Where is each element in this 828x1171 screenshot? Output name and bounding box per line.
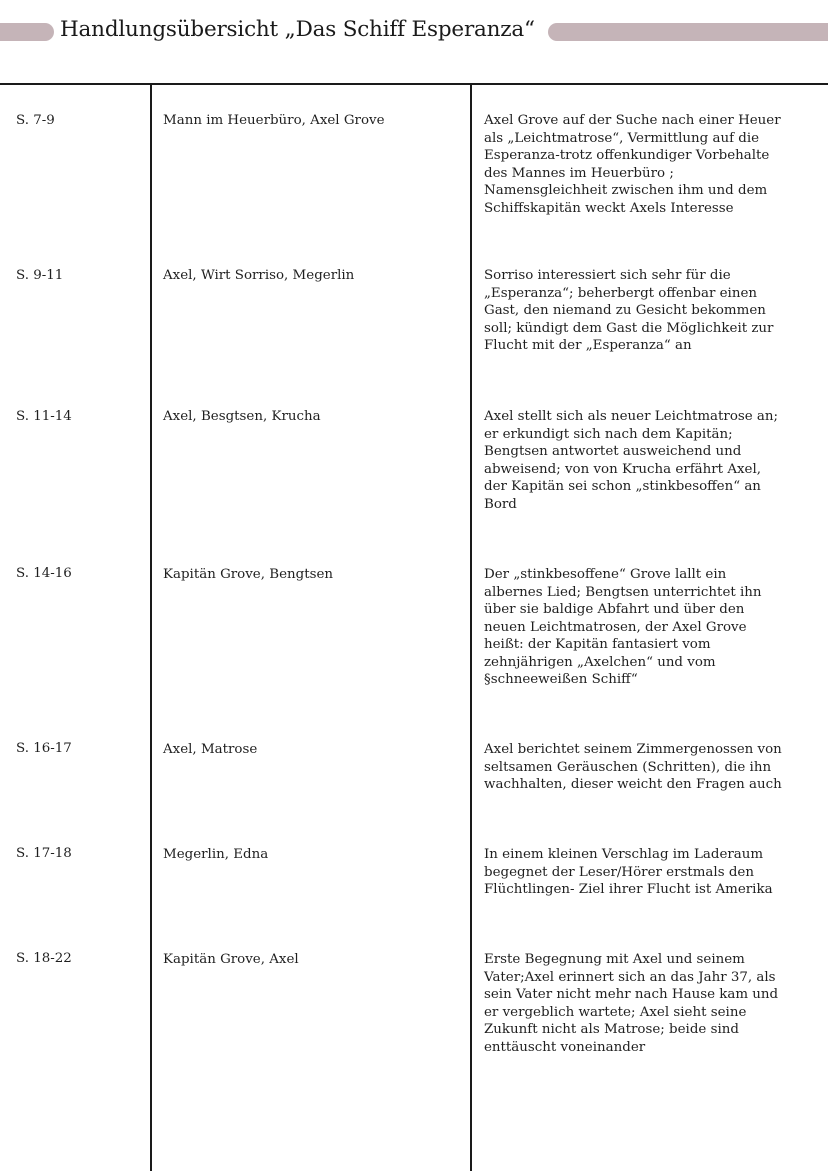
characters: Mann im Heuerbüro, Axel Grove	[163, 113, 385, 128]
page-range: S. 18-22	[16, 951, 72, 966]
column-divider-2	[470, 84, 472, 1171]
characters: Megerlin, Edna	[163, 847, 269, 862]
table-top-rule	[0, 83, 828, 85]
page-title: Handlungsübersicht „Das Schiff Esperanza“	[60, 17, 535, 42]
column-divider-1	[150, 84, 152, 1171]
page-range: S. 14-16	[16, 566, 72, 581]
characters: Axel, Besgtsen, Krucha	[163, 409, 321, 424]
summary: Axel stellt sich als neuer Leichtmatrose an; er erkundigt sich nach dem Kapitän; Bengtsen antwortet ausweichend und abweisend; von von Krucha erfährt Axel, der Kapitän sei schon „stinkbesoffen“ an Bord	[484, 409, 779, 512]
characters: Kapitän Grove, Axel	[163, 952, 299, 967]
summary: Erste Begegnung mit Axel und seinem Vater;Axel erinnert sich an das Jahr 37, als sein Vater nicht mehr nach Hause kam und er vergeblich wartete; Axel sieht seine Zukunft nicht als Matrose; beide sind enttäuscht voneinander	[484, 952, 779, 1055]
characters: Axel, Matrose	[163, 742, 258, 757]
header-accent-bar-left	[0, 23, 54, 41]
summary: Sorriso interessiert sich sehr für die „Esperanza“; beherbergt offenbar einen Gast, den niemand zu Gesicht bekommen soll; kündigt dem Gast die Möglichkeit zur Flucht mit der „Esperanza“ an	[484, 268, 774, 353]
characters: Kapitän Grove, Bengtsen	[163, 567, 334, 582]
summary: Axel berichtet seinem Zimmergenossen von seltsamen Geräuschen (Schritten), die ihn wachhalten, dieser weicht den Fragen auch	[484, 742, 782, 792]
summary: Axel Grove auf der Suche nach einer Heuer als „Leichtmatrose“, Vermittlung auf die Esperanza-trotz offenkundiger Vorbehalte des Mannes im Heuerbüro ; Namensgleichheit zwischen ihm und dem Schiffskapitän weckt Axels Interesse	[484, 113, 781, 216]
summary: In einem kleinen Verschlag im Laderaum begegnet der Leser/Hörer erstmals den Flüchtlingen- Ziel ihrer Flucht ist Amerika	[484, 847, 773, 897]
page-range: S. 16-17	[16, 741, 72, 756]
page-range: S. 9-11	[16, 268, 64, 283]
summary: Der „stinkbesoffene“ Grove lallt ein albernes Lied; Bengtsen unterrichtet ihn über sie baldige Abfahrt und über den neuen Leichtmatrosen, der Axel Grove heißt: der Kapitän fantasiert vom zehnjährigen „Axelchen“ und vom §schneeweißen Schiff“	[484, 567, 762, 687]
page-range: S. 11-14	[16, 409, 72, 424]
characters: Axel, Wirt Sorriso, Megerlin	[163, 268, 355, 283]
page-range: S. 17-18	[16, 846, 72, 861]
header-accent-bar-right	[548, 23, 828, 41]
page-range: S. 7-9	[16, 113, 55, 128]
